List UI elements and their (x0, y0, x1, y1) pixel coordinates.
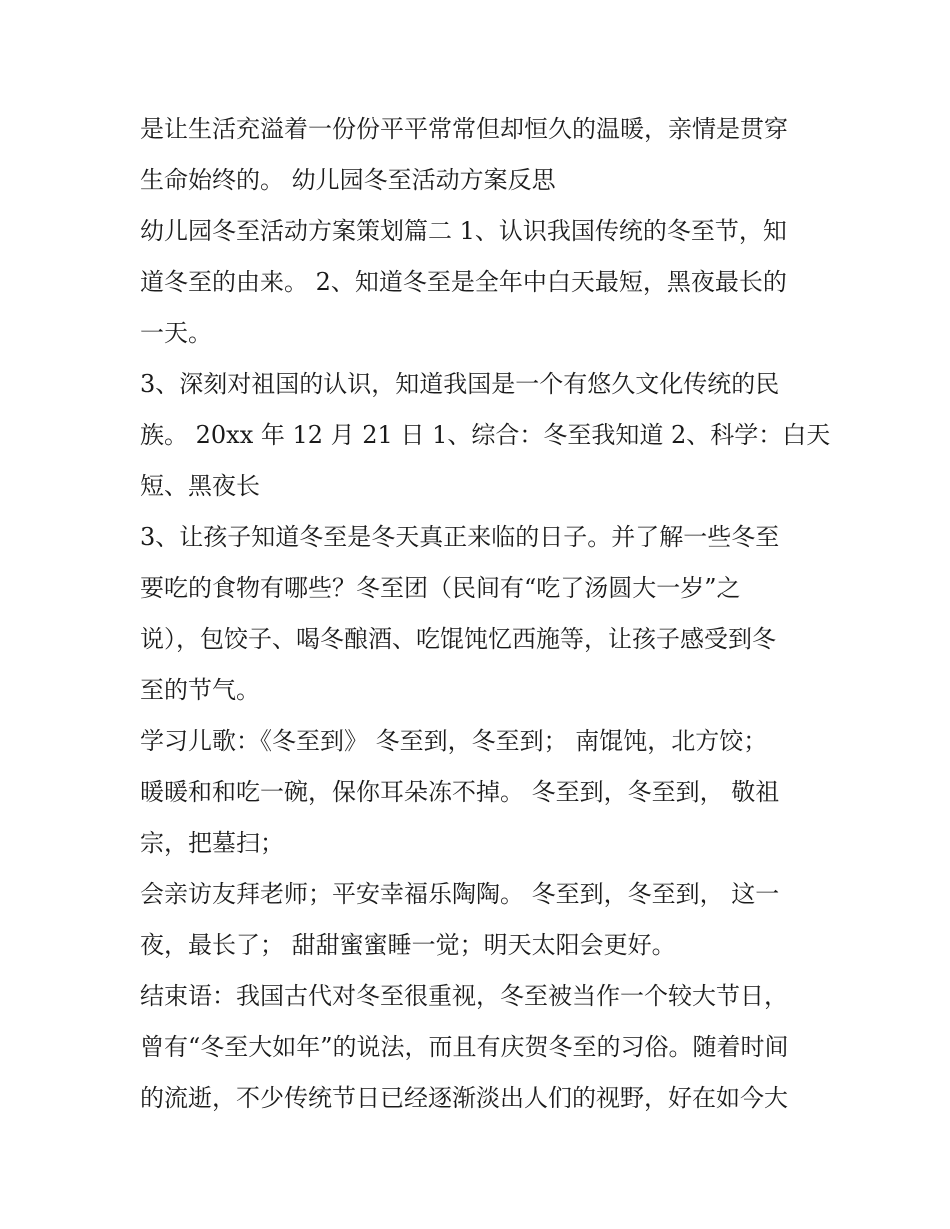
text-line: 夜，最长了； 甜甜蜜蜜睡一觉；明天太阳会更好。 (140, 931, 676, 959)
text-line: 要吃的食物有哪些？冬至团（民间有“吃了汤圆大一岁”之 (140, 574, 741, 602)
text-line: 族。 20xx 年 12 月 21 日 1、综合：冬至我知道 2、科学：白天 (140, 421, 830, 449)
text-line: 一天。 (140, 319, 212, 347)
text-line: 是让生活充溢着一份份平平常常但却恒久的温暖，亲情是贯穿 (140, 115, 788, 143)
text-line: 曾有“冬至大如年”的说法，而且有庆贺冬至的习俗。随着时间 (140, 1033, 789, 1061)
text-line: 3、深刻对祖国的认识，知道我国是一个有悠久文化传统的民 (140, 370, 780, 398)
document-body (140, 104, 830, 1124)
text-line: 3、让孩子知道冬至是冬天真正来临的日子。并了解一些冬至 (140, 523, 780, 551)
text-line: 宗，把墓扫； (140, 829, 284, 857)
text-line: 至的节气。 (140, 676, 260, 704)
text-line: 说），包饺子、喝冬酿酒、吃馄饨忆西施等，让孩子感受到冬 (140, 625, 776, 653)
text-line: 生命始终的。 幼儿园冬至活动方案反思 (140, 166, 556, 194)
text-line: 道冬至的由来。 2、知道冬至是全年中白天最短，黑夜最长的 (140, 268, 787, 296)
text-line: 结束语：我国古代对冬至很重视，冬至被当作一个较大节日， (140, 982, 788, 1010)
text-line: 幼儿园冬至活动方案策划篇二 1、认识我国传统的冬至节，知 (140, 217, 787, 245)
text-line: 短、黑夜长 (140, 472, 260, 500)
text-line: 的流逝，不少传统节日已经逐渐淡出人们的视野，好在如今大 (140, 1084, 788, 1112)
text-line: 学习儿歌：《冬至到》 冬至到，冬至到； 南馄饨，北方饺； (140, 727, 768, 755)
text-line: 暖暖和和吃一碗，保你耳朵冻不掉。 冬至到，冬至到， 敬祖 (140, 778, 780, 806)
text-line: 会亲访友拜老师；平安幸福乐陶陶。 冬至到，冬至到， 这一 (140, 880, 780, 908)
